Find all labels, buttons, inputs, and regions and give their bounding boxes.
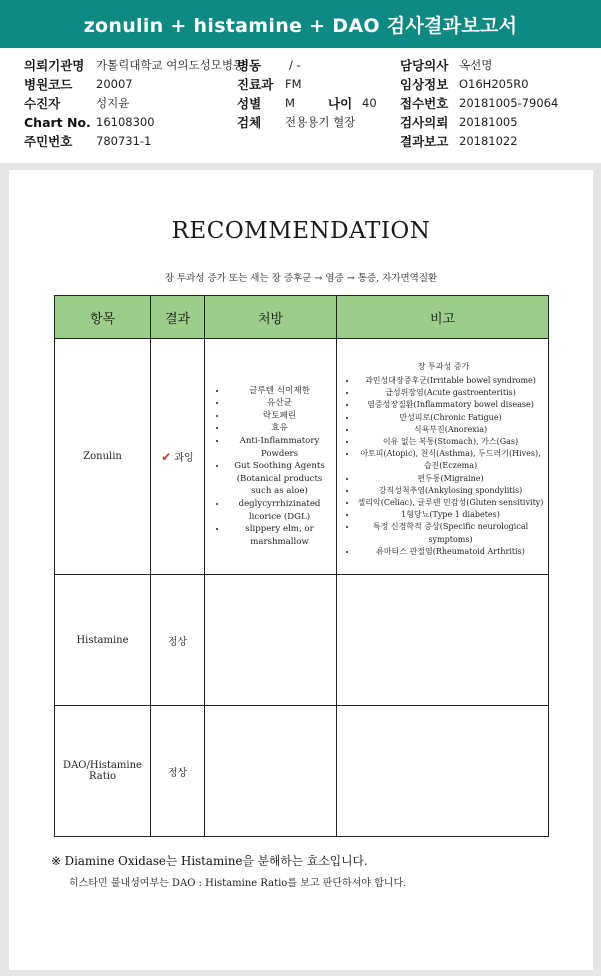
table-row xyxy=(55,706,549,837)
doctor-label: 담당의사 xyxy=(400,58,449,73)
info-row-3 xyxy=(0,94,601,113)
report-title: zonulin + histamine + DAO 검사결과보고서 xyxy=(0,0,601,48)
code-value: 20007 xyxy=(96,77,133,91)
receipt-value: 20181005-79064 xyxy=(459,96,559,110)
list-item: • deglycyrrhizinated licorice (DGL) xyxy=(227,498,332,523)
result-value: 과잉 xyxy=(174,453,194,464)
list-item: • 특정 신경학적 증상(Specific neurological symptoms) xyxy=(357,521,544,545)
ward-value: / - xyxy=(289,58,301,72)
clinic-value: O16H205R0 xyxy=(459,77,529,91)
prescription-list xyxy=(213,385,332,549)
list-item: • 염증성장질환(Inflammatory bowel disease) xyxy=(357,399,544,411)
document-page xyxy=(9,170,593,970)
report-date-label: 결과보고 xyxy=(400,134,449,149)
hospital-label: 의뢰기관명 xyxy=(24,58,85,73)
list-item: • 아토피(Atopic), 천식(Asthma), 두드러기(Hives), 습진(Eczema) xyxy=(357,448,544,472)
patient-info-header xyxy=(0,48,601,160)
footnote-2: 히스타민 불내성여부는 DAO : Histamine Ratio를 보고 판단하셔야 합니다. xyxy=(69,878,407,889)
recommendation-heading: RECOMMENDATION xyxy=(171,218,431,244)
list-item: • 효유 xyxy=(227,422,332,435)
item-cell: DAO/Histamine Ratio xyxy=(55,706,151,837)
footnote-1: ※ Diamine Oxidase는 Histamine을 분해하는 효소입니다. xyxy=(51,854,368,868)
info-row-5 xyxy=(0,132,601,151)
table-row xyxy=(55,575,549,706)
dept-label: 진료과 xyxy=(237,77,274,92)
list-item: • 락토페린 xyxy=(227,410,332,423)
col-header-prescription: 처방 xyxy=(205,296,337,339)
list-item: • 셀리악(Celiac), 글루텐 민감성(Gluten sensitivity) xyxy=(357,497,544,509)
patient-label: 수진자 xyxy=(24,96,61,111)
list-item: • 식욕부진(Anorexia) xyxy=(357,424,544,436)
clinic-label: 임상정보 xyxy=(400,77,449,92)
result-cell: 정상 xyxy=(151,575,205,706)
list-item: • 과민성대장증후군(Irritable bowel syndrome) xyxy=(357,375,544,387)
note-list xyxy=(343,375,544,558)
info-row-4 xyxy=(0,113,601,132)
result-cell xyxy=(151,339,205,575)
recommendation-subtitle: 장 투과성 증가 또는 새는 장 증후군 → 염증 → 통증, 자가면역질환 xyxy=(164,273,438,284)
info-row-1 xyxy=(0,56,601,75)
dept-value: FM xyxy=(285,77,302,91)
chart-label: Chart No. xyxy=(24,115,91,130)
note-heading: 장 투과성 증가 xyxy=(417,361,470,371)
list-item: • 유산균 xyxy=(227,397,332,410)
item-cell: Histamine xyxy=(55,575,151,706)
chart-value: 16108300 xyxy=(96,115,155,129)
item-cell: Zonulin xyxy=(55,339,151,575)
specimen-value: 전용용기 혈장 xyxy=(285,115,356,129)
list-item: • 급성위장염(Acute gastroenteritis) xyxy=(357,387,544,399)
doctor-value: 옥선명 xyxy=(459,58,493,72)
age-label: 나이 xyxy=(328,96,353,111)
info-row-2 xyxy=(0,75,601,94)
table-row xyxy=(55,339,549,575)
list-item: • 편두통(Migraine) xyxy=(357,473,544,485)
table-header-row xyxy=(55,296,549,339)
list-item: • 류마티스 관절염(Rheumatoid Arthritis) xyxy=(357,546,544,558)
prescription-cell xyxy=(205,706,337,837)
sex-label: 성별 xyxy=(237,96,262,111)
hospital-value: 가톨릭대학교 여의도성모병동 xyxy=(96,58,245,72)
request-date-value: 20181005 xyxy=(459,115,518,129)
result-cell: 정상 xyxy=(151,706,205,837)
col-header-item: 항목 xyxy=(55,296,151,339)
col-header-note: 비고 xyxy=(337,296,549,339)
list-item: • 이유 없는 복통(Stomach), 가스(Gas) xyxy=(357,436,544,448)
list-item: • Anti-Inflammatory Powders xyxy=(227,435,332,460)
list-item: • 강직성척추염(Ankylosing spondylitis) xyxy=(357,485,544,497)
note-cell xyxy=(337,339,549,575)
list-item: • Gut Soothing Agents (Botanical products such as aloe) xyxy=(227,460,332,498)
ward-label: 병동 xyxy=(237,58,262,73)
code-label: 병원코드 xyxy=(24,77,73,92)
note-cell xyxy=(337,706,549,837)
request-date-label: 검사의뢰 xyxy=(400,115,449,130)
age-value: 40 xyxy=(362,96,377,110)
note-cell xyxy=(337,575,549,706)
receipt-label: 접수번호 xyxy=(400,96,449,111)
specimen-label: 검체 xyxy=(237,115,262,130)
list-item: • slippery elm, or marshmallow xyxy=(227,523,332,548)
prescription-cell xyxy=(205,575,337,706)
sex-value: M xyxy=(285,96,295,110)
list-item: • 만성피로(Chronic Fatigue) xyxy=(357,412,544,424)
report-date-value: 20181022 xyxy=(459,134,518,148)
check-icon: ✔ xyxy=(161,450,172,464)
list-item: • 1형당뇨(Type 1 diabetes) xyxy=(357,509,544,521)
list-item: • 글루텐 식이제한 xyxy=(227,385,332,398)
id-value: 780731-1 xyxy=(96,134,152,148)
id-label: 주민번호 xyxy=(24,134,73,149)
patient-value: 성지윤 xyxy=(96,96,130,110)
col-header-result: 결과 xyxy=(151,296,205,339)
recommendation-table xyxy=(54,295,549,837)
prescription-cell xyxy=(205,339,337,575)
document-viewer xyxy=(0,163,601,976)
